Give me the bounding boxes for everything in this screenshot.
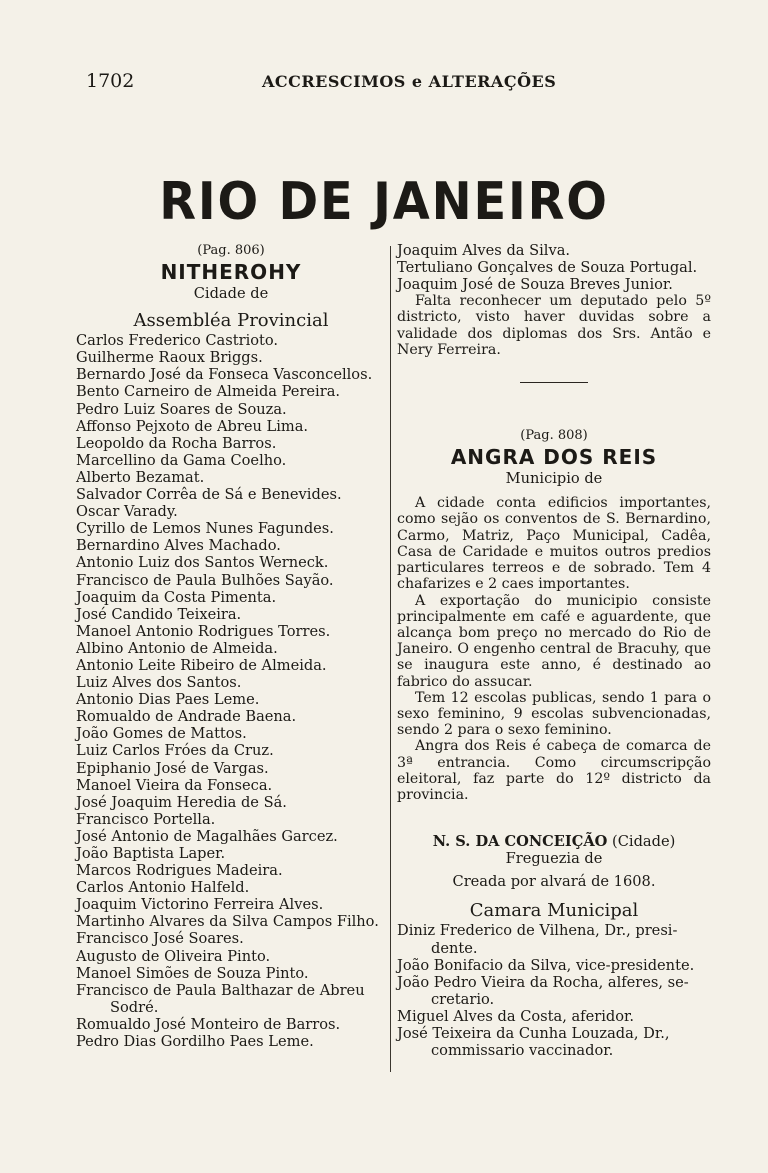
member-item: Manoel Simões de Souza Pinto. [76,964,309,982]
page-title: RIO DE JANEIRO [159,172,609,232]
member-item: Francisco José Soares. [76,930,244,948]
member-item: João Gomes de Mattos. [76,725,247,743]
member-item: Guilherme Raoux Briggs. [76,349,263,367]
member-item: Pedro Dias Gordilho Paes Leme. [76,1033,314,1051]
member-item: Martinho Alvares da Silva Campos Filho. [76,913,379,931]
member-item: Francisco de Paula Balthazar de Abreu [76,981,365,999]
column-divider [390,246,391,1072]
member-item: Joaquim Victorino Ferreira Alves. [76,896,324,914]
assembly-heading: Assembléa Provincial [133,310,329,332]
list-item: João Bonifacio da Silva, vice-presidente. [397,956,695,974]
list-item-continuation: commissario vaccinador. [431,1042,614,1060]
list-item: Joaquim José de Souza Breves Junior. [397,276,673,294]
section-rule [520,382,588,383]
section-heading-nitherohy: NITHEROHY [160,260,302,285]
running-title: ACCRESCIMOS e ALTERAÇÕES [262,72,557,91]
paragraph: Tem 12 escolas publicas, sendo 1 para o sexo feminino, 9 escolas subvencionadas, sendo 2 para o sexo feminino. [397,689,711,739]
member-item: Epiphanio José de Vargas. [76,759,269,777]
list-item-continuation: dente. [431,939,478,957]
member-item: Romualdo José Monteiro de Barros. [76,1015,341,1033]
member-item: Bernardo José da Fonseca Vasconcellos. [76,366,373,384]
member-item: Leopoldo da Rocha Barros. [76,434,277,452]
camara-heading: Camara Municipal [469,900,639,922]
member-item: Sodré. [110,998,159,1016]
member-item: José Antonio de Magalhães Garcez. [76,827,338,845]
member-item: Cyrillo de Lemos Nunes Fagundes. [76,520,334,538]
page-reference: (Pag. 808) [520,428,588,444]
members-list [76,332,386,1050]
member-item: Augusto de Oliveira Pinto. [76,947,271,965]
member-item: Carlos Antonio Halfeld. [76,879,250,897]
member-item: Francisco Portella. [76,810,216,828]
list-item: Diniz Frederico de Vilhena, Dr., presi- [397,922,678,940]
member-item: Luiz Carlos Fróes da Cruz. [76,742,274,760]
paragraph: A cidade conta edificios importantes, como sejão os conventos de S. Bernardino, Carmo, Matriz, Paço Municipal, Cadêa, Casa de Caridade e muitos outros predios particulares terreos e de sobrado. Tem 4 chafarizes e 2 caes importantes. [397,495,711,593]
member-item: José Candido Teixeira. [76,605,242,623]
left-column [76,242,386,1050]
list-item: José Teixeira da Cunha Louzada, Dr., [397,1024,670,1042]
member-item: Salvador Corrêa de Sá e Benevides. [76,486,342,504]
page-number: 1702 [86,70,135,92]
section-subheading: Municipio de [505,470,603,488]
member-item: Francisco de Paula Bulhões Sayão. [76,571,334,589]
member-item: Affonso Pejxoto de Abreu Lima. [76,417,309,435]
paragraph: Angra dos Reis é cabeça de comarca de 3ª entrancia. Como circumscripção eleitoral, faz parte do 12º districto da provincia. [397,738,711,803]
member-item: Luiz Alves dos Santos. [76,674,242,692]
member-item: Antonio Luiz dos Santos Werneck. [76,554,329,572]
member-item: Marcos Rodrigues Madeira. [76,862,283,880]
member-item: Pedro Luiz Soares de Souza. [76,400,287,418]
section-heading-angra: ANGRA DOS REIS [450,445,658,470]
member-item: Alberto Bezamat. [76,468,205,486]
conceicao-suffix: (Cidade) [612,833,676,851]
member-item: Antonio Dias Paes Leme. [76,691,260,709]
member-item: Romualdo de Andrade Baena. [76,708,297,726]
member-item: Marcellino da Gama Coelho. [76,451,287,469]
section-subheading: Cidade de [193,285,269,303]
page-reference: (Pag. 806) [197,243,265,258]
member-item: Joaquim da Costa Pimenta. [76,588,277,606]
member-item: Carlos Frederico Castrioto. [76,332,279,350]
member-item: José Joaquim Heredia de Sá. [76,793,287,811]
list-item: Miguel Alves da Costa, aferidor. [397,1007,634,1025]
member-item: Antonio Leite Ribeiro de Almeida. [76,656,327,674]
conceicao-title: N. S. DA CONCEIÇÃO [432,833,608,851]
list-item: Joaquim Alves da Silva. [397,242,571,259]
member-item: Manoel Antonio Rodrigues Torres. [76,622,331,640]
deputy-note: Falta reconhecer um deputado pelo 5º districto, visto haver duvidas sobre a validade dos diplomas dos Srs. Antão e Nery Ferreira. [397,293,711,358]
member-item: Manoel Vieira da Fonseca. [76,776,273,794]
section-subheading: Freguezia de [505,850,603,868]
list-item-continuation: cretario. [431,990,495,1008]
list-item: Tertuliano Gonçalves de Souza Portugal. [397,259,698,277]
section-heading-conceicao [397,833,711,850]
list-item: João Pedro Vieira da Rocha, alferes, se- [397,973,689,991]
right-column [397,242,711,1059]
member-item: Oscar Varady. [76,503,178,521]
paragraph: A exportação do municipio consiste principalmente em café e aguardente, que alcança bom preço no mercado do Rio de Janeiro. O engenho central de Bracuhy, que se inaugura este anno, é destinado ao fabrico do assucar. [397,592,711,690]
member-item: Albino Antonio de Almeida. [76,639,278,657]
creation-note: Creada por alvará de 1608. [452,873,656,891]
member-item: Bernardino Alves Machado. [76,537,281,555]
member-item: João Baptista Laper. [76,845,226,862]
member-item: Bento Carneiro de Almeida Pereira. [76,383,341,401]
